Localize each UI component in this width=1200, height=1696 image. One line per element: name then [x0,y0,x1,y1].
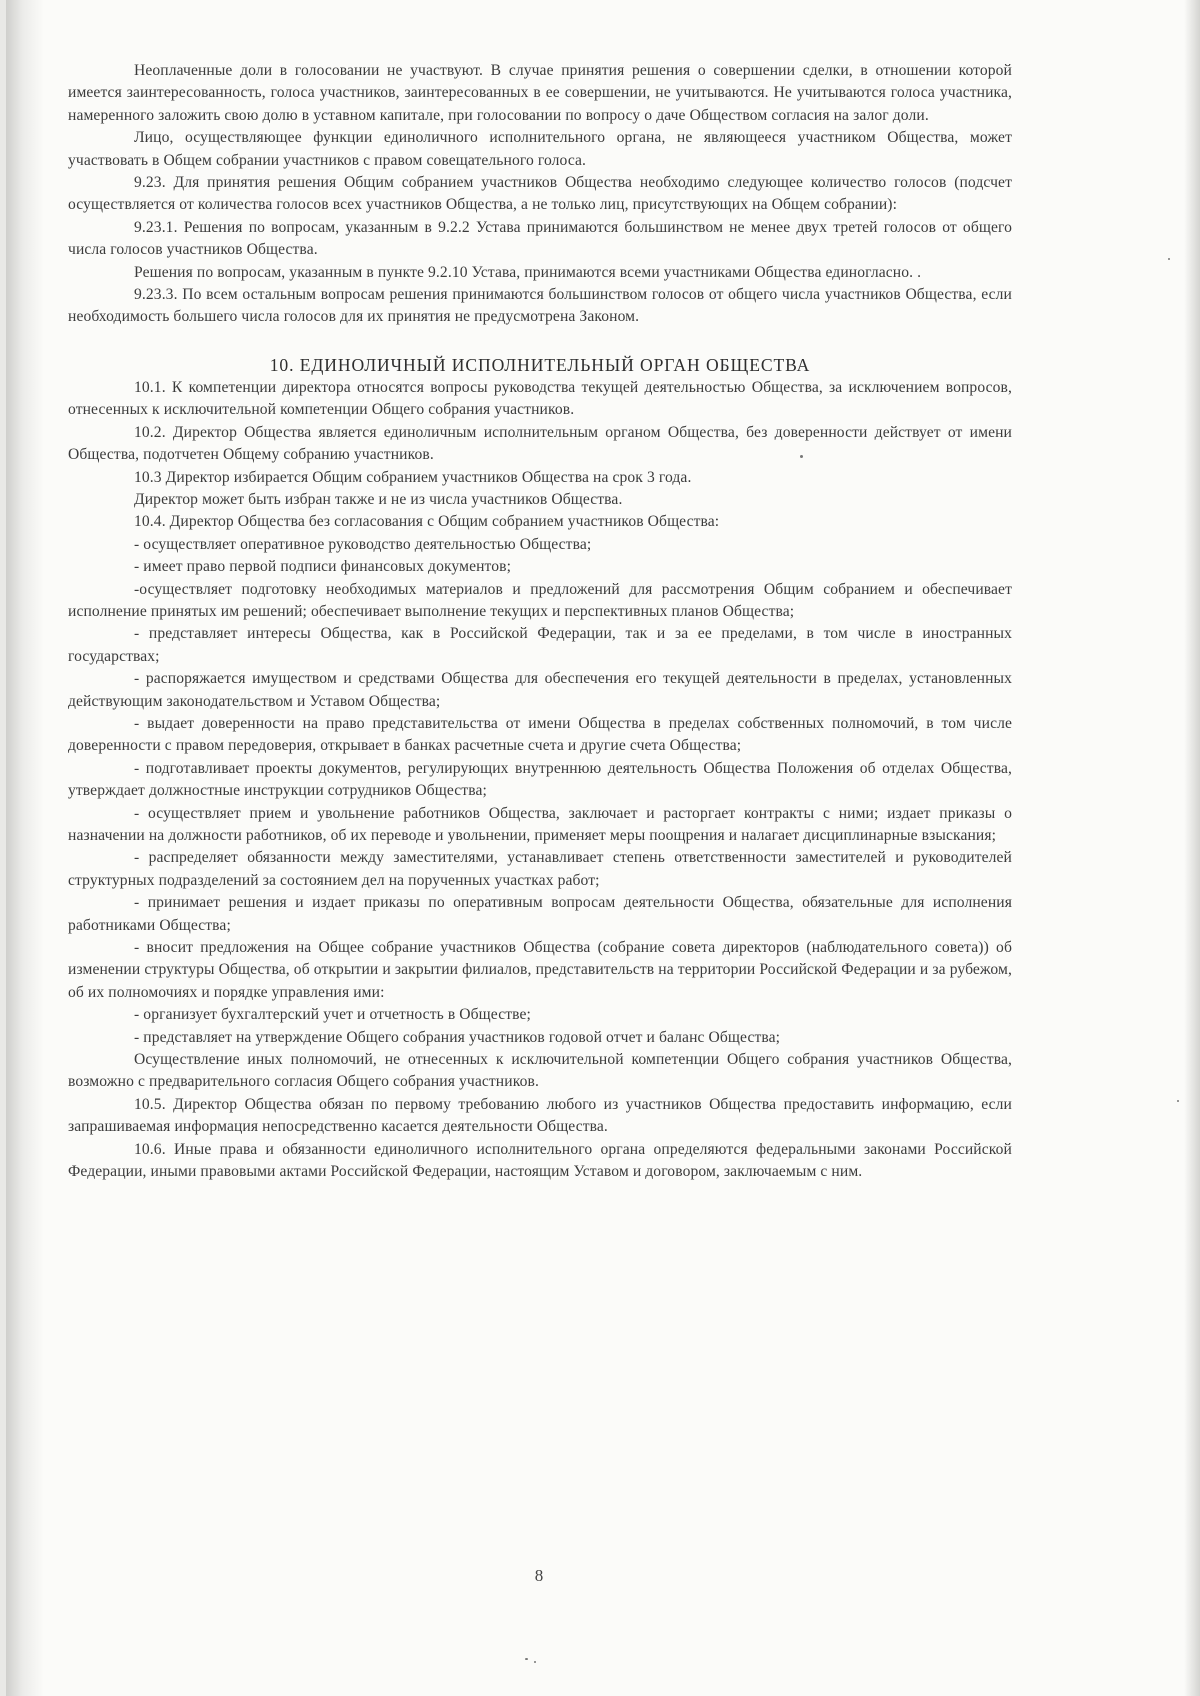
scan-speck [525,1658,528,1660]
list-item: - представляет интересы Общества, как в Российской Федерации, так и за ее пределами, в том числе в иностранных государствах; [68,625,1012,665]
paragraph: 10.1. К компетенции директора относятся вопросы руководства текущей деятельностью Общества, за исключением вопросов, отнесенных к исключительной компетенции Общего собрания участников. [68,378,1012,419]
list-item: - принимает решения и издает приказы по оперативным вопросам деятельности Общества, обязательные для исполнения работниками Общества; [68,894,1012,934]
scan-speck [1177,1100,1179,1102]
paragraph: Лицо, осуществляющее функции единоличного исполнительного органа, не являющееся участником Общества, может участвовать в Общем собрании участников с правом совещательного голоса. [68,129,1012,169]
paragraph: Осуществление иных полномочий, не отнесенных к исключительной компетенции Общего собрания участников Общества, возможно с предварительного согласия Общего собрания участников. [68,1051,1012,1091]
list-item: - распоряжается имуществом и средствами Общества для обеспечения его текущей деятельности в пределах, установленных действующим законодательством и Уставом Общества; [68,670,1012,710]
scan-speck [800,455,803,458]
list-item: - распределяет обязанности между заместителями, устанавливает степень ответственности заместителей и руководителей структурных подразделений за состоянием дел на порученных участках работ; [68,849,1012,889]
paragraph: Неоплаченные доли в голосовании не участвуют. В случае принятия решения о совершении сделки, в отношении которой имеется заинтересованность, голоса участников, заинтересованных в ее совершении, не учитываются. Не учитываются голоса участника, намеренного заложить свою долю в уставном капитале, при голосовании по вопросу о даче Обществом согласия на залог доли. [68,62,1012,124]
list-item: - осуществляет оперативное руководство деятельностью Общества; [134,535,592,553]
scan-speck [1168,258,1170,260]
list-item: -осуществляет подготовку необходимых материалов и предложений для рассмотрения Общим собранием и обеспечивает исполнение принятых им решений; обеспечивает выполнение текущих и перспективных планов Общества; [68,580,1012,620]
list-item: - имеет право первой подписи финансовых документов; [134,558,512,576]
paragraph: 10.3 Директор избирается Общим собранием участников Общества на срок 3 года. [134,468,692,486]
scan-right-edge-shadow [1184,0,1200,1696]
list-item: - осуществляет прием и увольнение работников Общества, заключает и расторгает контракты с ними; издает приказы о назначении на должности работников, об их переводе и увольнении, применяет меры поощрения и налагает дисциплинарные взыскания; [68,804,1012,844]
paragraph: 10.4. Директор Общества без согласования с Общим собранием участников Общества: [134,513,720,531]
paragraph: 9.23. Для принятия решения Общим собранием участников Общества необходимо следующее количество голосов (подсчет осуществляется от количества голосов всех участников Общества, а не только лиц, присутствующих на Общем собрании): [68,174,1012,214]
paragraph: 10.6. Иные права и обязанности единоличного исполнительного органа определяются федеральными законами Российской Федерации, иными правовыми актами Российской Федерации, настоящим Уставом и договором, заключаемым с ним. [68,1140,1012,1181]
paragraph: Директор может быть избран также и не из числа участников Общества. [134,490,623,508]
list-item: - подготавливает проекты документов, регулирующих внутреннюю деятельность Общества Положения об отделах Общества, утверждает должностные инструкции сотрудников Общества; [68,759,1012,800]
document-body [68,60,1012,1184]
paragraph: 9.23.3. По всем остальным вопросам решения принимаются большинством голосов от общего числа участников Общества, если необходимость большего числа голосов для их принятия не предусмотрена Законом. [68,286,1012,326]
scan-speck [534,1661,536,1663]
scan-left-edge-shadow [6,0,44,1696]
paragraph: 10.5. Директор Общества обязан по первому требованию любого из участников Общества предоставить информацию, если запрашиваемая информация непосредственно касается деятельности Общества. [68,1095,1012,1136]
list-item: - представляет на утверждение Общего собрания участников годовой отчет и баланс Общества; [134,1028,781,1046]
list-item: - организует бухгалтерский учет и отчетность в Обществе; [134,1006,531,1024]
paragraph: 10.2. Директор Общества является единоличным исполнительным органом Общества, без доверенности действует от имени Общества, подотчетен Общему собранию участников. [68,423,1012,464]
section-title: 10. ЕДИНОЛИЧНЫЙ ИСПОЛНИТЕЛЬНЫЙ ОРГАН ОБЩЕСТВА [269,354,811,375]
list-item: - выдает доверенности на право представительства от имени Общества в пределах собственных полномочий, в том числе доверенности с правом передоверия, открывает в банках расчетные счета и другие счета Общества; [68,714,1012,755]
list-item: - вносит предложения на Общее собрание участников Общества (собрание совета директоров (наблюдательного совета)) об изменении структуры Общества, об открытии и закрытии филиалов, представительств на территории Российской Федерации и за рубежом, об их полномочиях и порядке управления ими: [68,939,1012,1001]
paragraph: Решения по вопросам, указанным в пункте 9.2.10 Устава, принимаются всеми участниками Общества единогласно. . [134,263,922,281]
page-number: 8 [534,1566,544,1585]
paragraph: 9.23.1. Решения по вопросам, указанным в 9.2.2 Устава принимаются большинством не менее двух третей голосов от общего числа голосов участников Общества. [68,218,1012,259]
